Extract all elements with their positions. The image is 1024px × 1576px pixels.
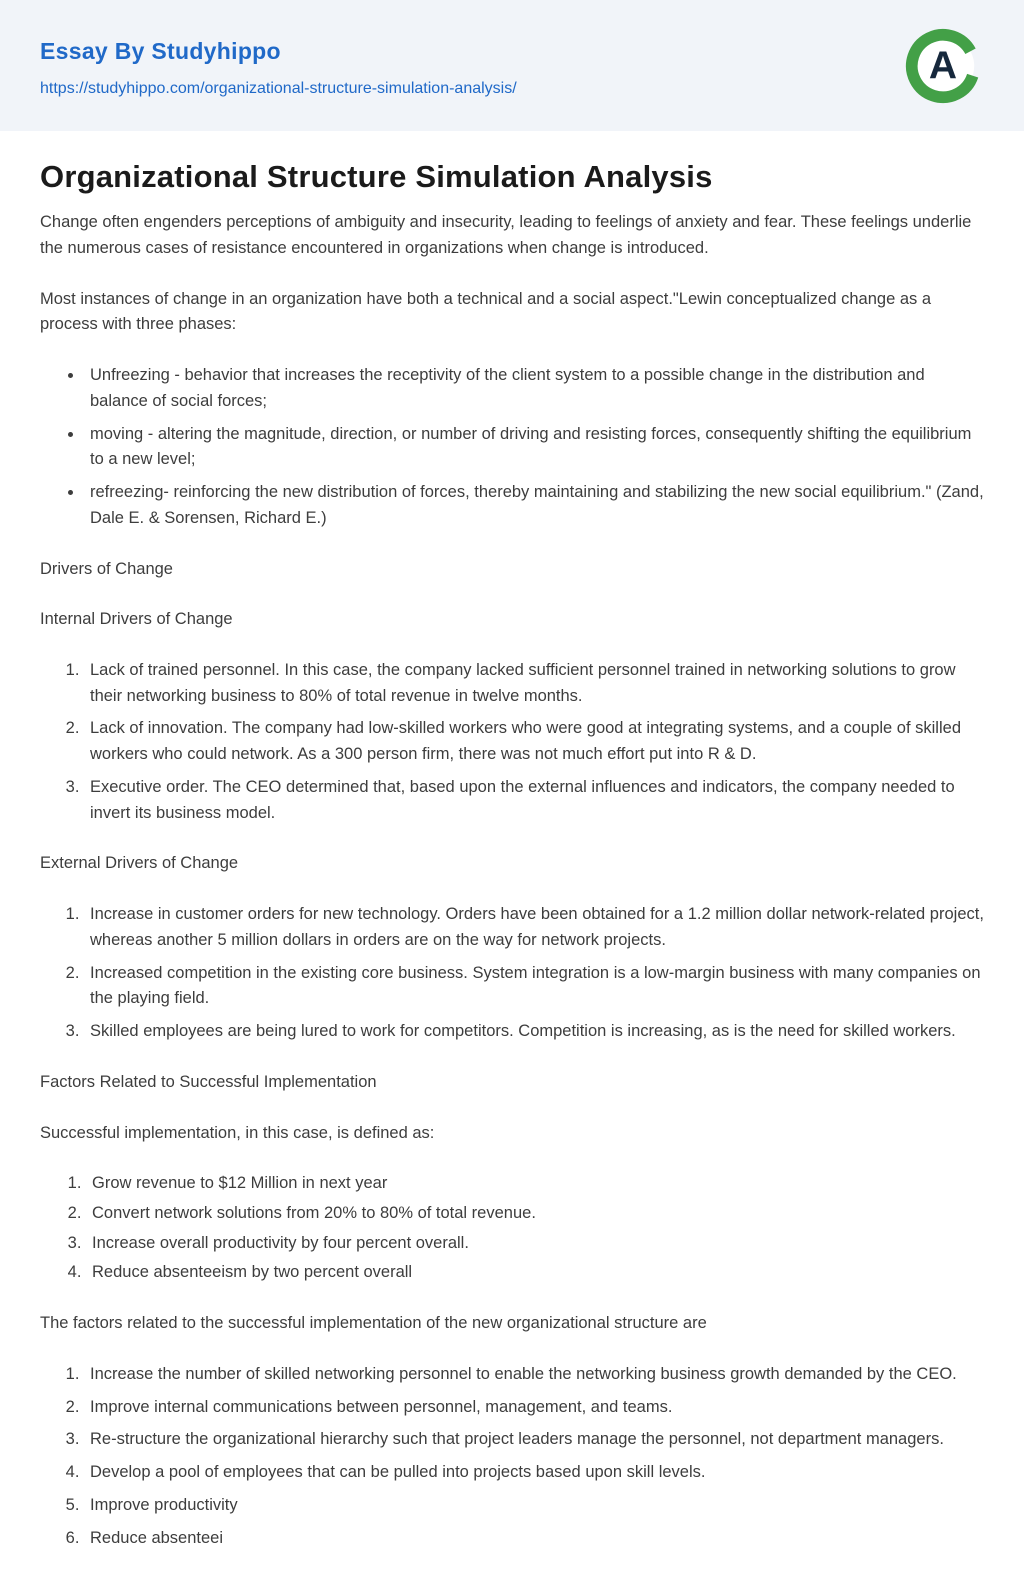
success-goals-list xyxy=(40,1171,984,1286)
list-item: • moving - altering the magnitude, direction, or number of driving and resisting forces, consequently shifting the equilibrium to a new level; xyxy=(84,422,984,473)
logo-letter: A xyxy=(928,44,958,88)
list-item: • refreezing- reinforcing the new distribution of forces, thereby maintaining and stabilizing the new social equilibrium." (Zand, Dale E. & Sorensen, Richard E.) xyxy=(84,480,984,531)
list-item: 3. Skilled employees are being lured to work for competitors. Competition is increasing, as is the need for skilled workers. xyxy=(84,1019,984,1045)
list-item: 2. Improve internal communications between personnel, management, and teams. xyxy=(84,1395,984,1421)
phases-list xyxy=(40,363,984,531)
source-url-link[interactable]: https://studyhippo.com/organizational-structure-simulation-analysis/ xyxy=(40,79,517,97)
list-item: 2. Increased competition in the existing core business. System integration is a low-margin business with many companies on the playing field. xyxy=(84,961,984,1012)
success-definition-intro: Successful implementation, in this case, is defined as: xyxy=(40,1123,435,1142)
list-item: 2. Lack of innovation. The company had low-skilled workers who were good at integrating systems, and a couple of skilled workers who could network. As a 300 person firm, there was not much effort put into R & D. xyxy=(84,716,984,767)
list-item: 6. Reduce absenteei xyxy=(84,1526,984,1552)
section-label-internal-drivers: Internal Drivers of Change xyxy=(40,610,233,629)
list-item: 1. Increase in customer orders for new technology. Orders have been obtained for a 1.2 million dollar network-related project, whereas another 5 million dollars in orders are on the way for network projects. xyxy=(84,902,984,953)
factors-intro: The factors related to the successful implementation of the new organizational structure are xyxy=(40,1314,707,1333)
list-item: 1. Lack of trained personnel. In this case, the company lacked sufficient personnel trained in networking solutions to grow their networking business to 80% of total revenue in twelve months. xyxy=(84,658,984,709)
header-text-block xyxy=(40,34,517,98)
article-title: Organizational Structure Simulation Analysis xyxy=(40,159,713,194)
implementation-factors-list xyxy=(40,1362,984,1551)
intro-paragraph-2: Most instances of change in an organization have both a technical and a social aspect."Lewin conceptualized change as a process with three phases: xyxy=(40,289,932,334)
list-item: 5. Improve productivity xyxy=(84,1493,984,1519)
section-label-drivers: Drivers of Change xyxy=(40,559,173,578)
logo-a-icon xyxy=(904,27,982,105)
internal-drivers-list xyxy=(40,658,984,826)
list-item: 3. Increase overall productivity by four percent overall. xyxy=(86,1231,984,1257)
list-item: 3. Executive order. The CEO determined that, based upon the external influences and indicators, the company needed to invert its business model. xyxy=(84,775,984,826)
list-item: 4. Develop a pool of employees that can be pulled into projects based upon skill levels. xyxy=(84,1460,984,1486)
article-body xyxy=(0,131,1024,1551)
list-item: 1. Grow revenue to $12 Million in next year xyxy=(86,1171,984,1197)
page-header xyxy=(0,0,1024,131)
external-drivers-list xyxy=(40,902,984,1045)
list-item: 3. Re-structure the organizational hierarchy such that project leaders manage the personnel, not department managers. xyxy=(84,1427,984,1453)
studyhippo-logo[interactable] xyxy=(904,27,982,105)
list-item: • Unfreezing - behavior that increases the receptivity of the client system to a possible change in the distribution and balance of social forces; xyxy=(84,363,984,414)
section-label-external-drivers: External Drivers of Change xyxy=(40,854,239,873)
section-label-factors: Factors Related to Successful Implementation xyxy=(40,1072,377,1091)
intro-paragraph-1: Change often engenders perceptions of ambiguity and insecurity, leading to feelings of anxiety and fear. These feelings underlie the numerous cases of resistance encountered in organizations when change is introduced. xyxy=(40,213,972,257)
list-item: 1. Increase the number of skilled networking personnel to enable the networking business growth demanded by the CEO. xyxy=(84,1362,984,1388)
list-item: 4. Reduce absenteeism by two percent overall xyxy=(86,1260,984,1286)
list-item: 2. Convert network solutions from 20% to 80% of total revenue. xyxy=(86,1201,984,1227)
brand-title: Essay By Studyhippo xyxy=(40,37,281,64)
